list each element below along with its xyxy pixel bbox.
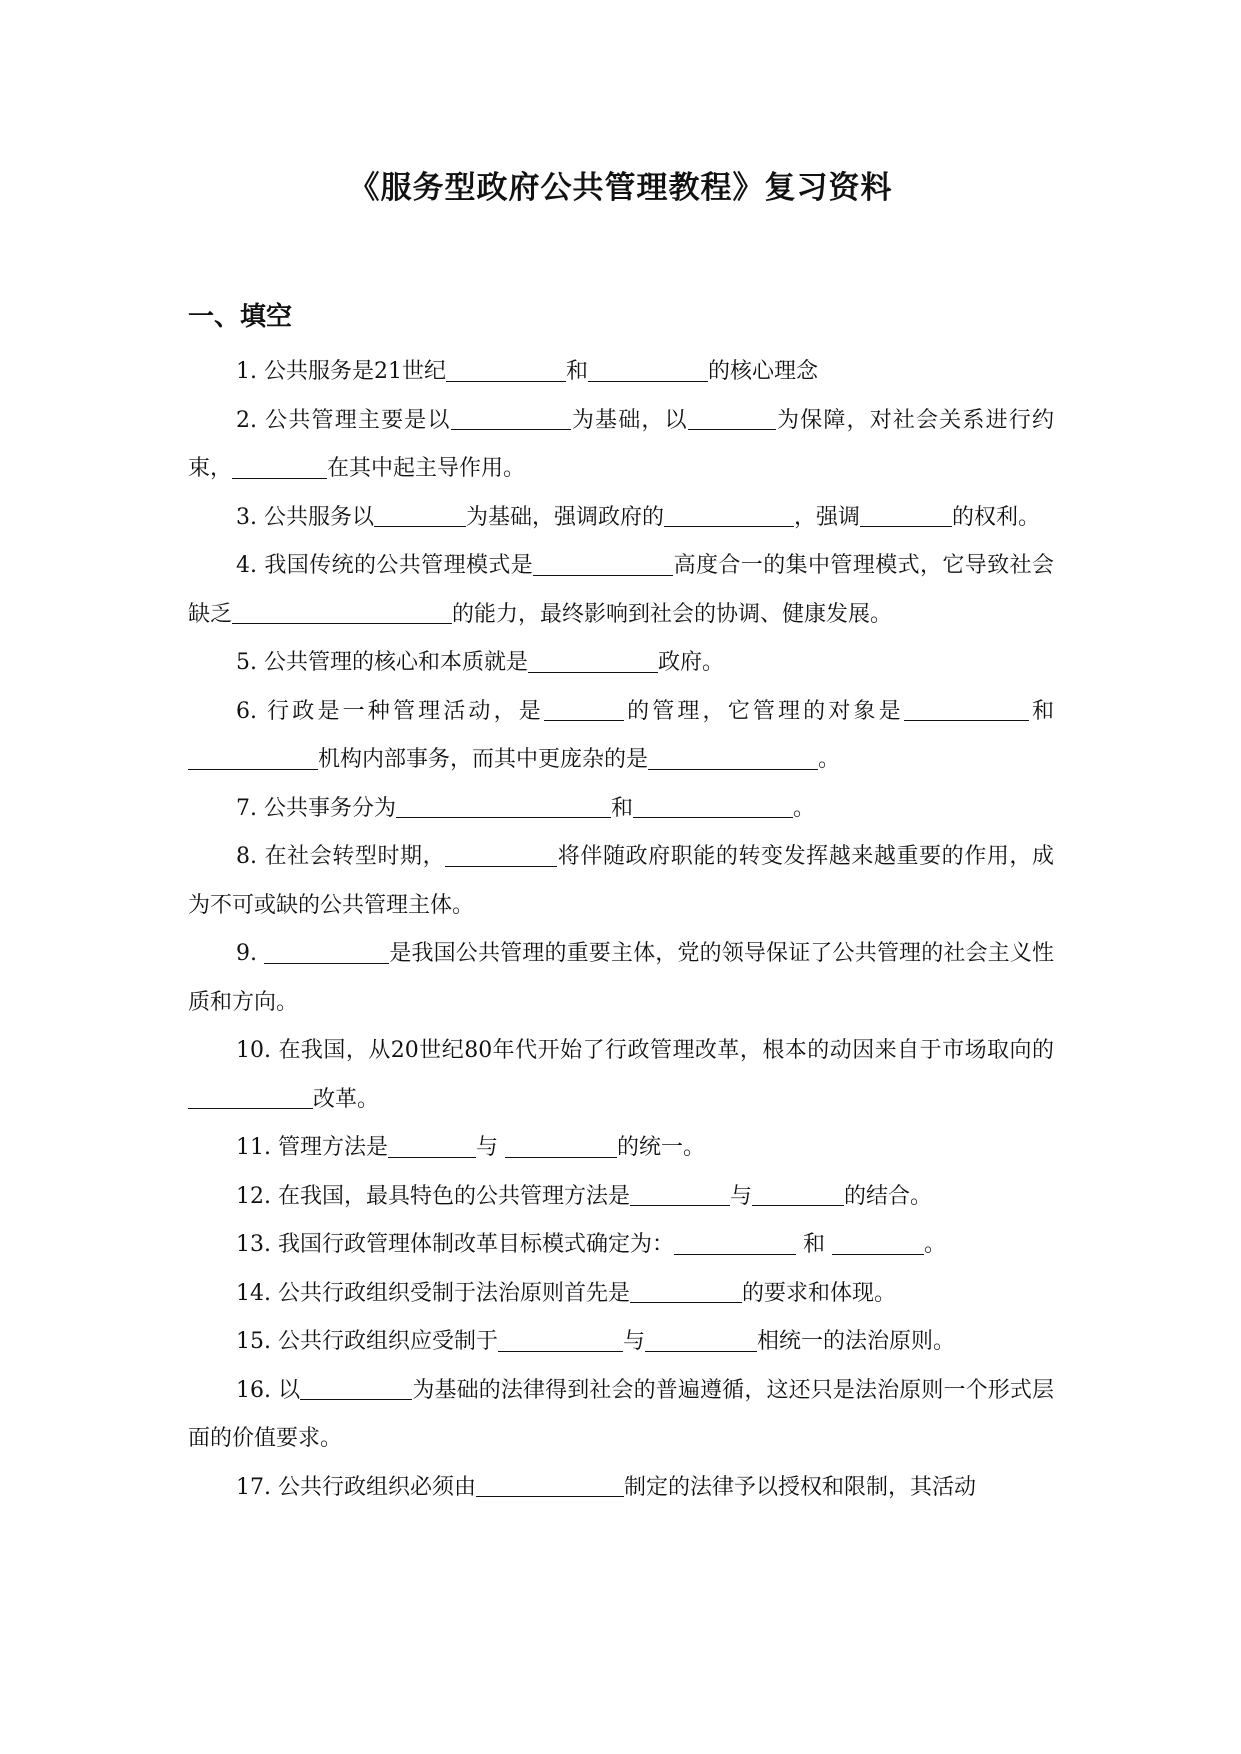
fill-blank bbox=[904, 698, 1029, 721]
question-text: 为基础的法律得到社会的普遍遵循，这还只是法治原则一个形式层面的价值要求。 bbox=[188, 1377, 1054, 1451]
question-text: 15. 公共行政组织应受制于 bbox=[236, 1329, 498, 1354]
fill-blank bbox=[533, 553, 673, 576]
question-text: 政府。 bbox=[657, 650, 724, 675]
question-text: 和 bbox=[610, 795, 633, 821]
question-text: 10. 在我国，从20世纪80年代开始了行政管理改革，根本的动因来自于市场取向的 bbox=[236, 1038, 1054, 1063]
fill-blank bbox=[544, 698, 624, 721]
fill-blank bbox=[396, 795, 611, 818]
fill-blank bbox=[832, 1232, 924, 1255]
question-text: 2. 公共管理主要是以 bbox=[236, 407, 451, 433]
question-text: 11. 管理方法是 bbox=[236, 1135, 388, 1160]
question-text: 将伴随政府职能的转变发挥越来越重要的作用，成为不可或缺的公共管理主体。 bbox=[188, 844, 1054, 918]
fill-blank bbox=[633, 795, 793, 818]
question-text: 在其中起主导作用。 bbox=[327, 456, 526, 481]
question-text: 12. 在我国，最具特色的公共管理方法是 bbox=[236, 1183, 630, 1209]
question-text: ，强调 bbox=[794, 504, 861, 530]
fill-blank bbox=[630, 1280, 742, 1303]
question-text: 4. 我国传统的公共管理模式是 bbox=[236, 553, 534, 578]
question-item bbox=[188, 639, 1054, 688]
fill-blank bbox=[588, 359, 708, 382]
fill-blank bbox=[232, 456, 327, 479]
question-item bbox=[188, 1173, 1054, 1222]
question-text: 1. 公共服务是21世纪 bbox=[236, 359, 446, 384]
question-item bbox=[188, 397, 1054, 494]
fill-blank bbox=[445, 844, 557, 867]
question-text: 与 bbox=[622, 1329, 645, 1354]
fill-blank bbox=[446, 359, 566, 382]
question-item bbox=[188, 785, 1054, 834]
fill-blank bbox=[688, 407, 776, 430]
question-text: 高度合一的集中管理模式，它导致社会缺乏 bbox=[188, 553, 1054, 627]
fill-blank bbox=[388, 1135, 476, 1158]
question-text: 的统一。 bbox=[616, 1135, 705, 1160]
question-text: 为基础，以 bbox=[570, 407, 688, 433]
question-text: 和 bbox=[1028, 698, 1054, 724]
question-text: 的结合。 bbox=[844, 1183, 933, 1209]
question-text: 3. 公共服务以 bbox=[236, 504, 374, 530]
question-text: 与 bbox=[729, 1183, 752, 1209]
question-text: 和 bbox=[565, 359, 588, 384]
question-text: 。 bbox=[793, 795, 816, 821]
question-text: 相统一的法治原则。 bbox=[757, 1329, 956, 1354]
question-text: 16. 以 bbox=[236, 1377, 301, 1403]
fill-blank bbox=[232, 601, 452, 624]
question-item bbox=[188, 1027, 1054, 1124]
question-text: 6. 行政是一种管理活动，是 bbox=[236, 698, 544, 724]
question-item bbox=[188, 930, 1054, 1027]
question-text: 制定的法律予以授权和限制，其活动 bbox=[623, 1474, 976, 1500]
question-text: 机构内部事务，而其中更庞杂的是 bbox=[318, 747, 649, 772]
fill-blank bbox=[664, 504, 794, 527]
question-text: 的能力，最终影响到社会的协调、健康发展。 bbox=[452, 601, 893, 627]
question-text: 为基础，强调政府的 bbox=[465, 504, 664, 530]
question-item bbox=[188, 1124, 1054, 1173]
fill-blank bbox=[476, 1474, 624, 1497]
fill-blank bbox=[505, 1135, 617, 1158]
question-item bbox=[188, 348, 1054, 397]
fill-blank bbox=[451, 407, 571, 430]
question-item bbox=[188, 1221, 1054, 1270]
question-item bbox=[188, 1270, 1054, 1319]
question-text: 为保障，对社会关系进行约束， bbox=[188, 407, 1054, 481]
question-text: 14. 公共行政组织受制于法治原则首先是 bbox=[236, 1280, 630, 1306]
question-item bbox=[188, 833, 1054, 930]
question-text: 和 bbox=[795, 1232, 832, 1257]
fill-blank bbox=[674, 1232, 796, 1255]
question-text: 8. 在社会转型时期， bbox=[236, 844, 446, 869]
question-item bbox=[188, 542, 1054, 639]
fill-blank bbox=[630, 1183, 730, 1206]
fill-blank bbox=[648, 747, 818, 770]
question-text: 9. bbox=[236, 941, 265, 966]
fill-blank bbox=[645, 1329, 757, 1352]
fill-blank bbox=[188, 747, 318, 770]
question-item bbox=[188, 688, 1054, 785]
question-text: 是我国公共管理的重要主体，党的领导保证了公共管理的社会主义性质和方向。 bbox=[188, 941, 1054, 1015]
question-item bbox=[188, 1367, 1054, 1464]
question-text: 。 bbox=[923, 1232, 946, 1257]
question-item bbox=[188, 1464, 1054, 1513]
question-list bbox=[188, 348, 1054, 1512]
question-item bbox=[188, 1318, 1054, 1367]
question-text: 改革。 bbox=[313, 1086, 380, 1112]
question-text: 的管理，它管理的对象是 bbox=[623, 698, 904, 724]
fill-blank bbox=[528, 650, 658, 673]
fill-blank bbox=[374, 504, 466, 527]
fill-blank bbox=[264, 941, 389, 964]
question-text: 的要求和体现。 bbox=[741, 1280, 896, 1306]
question-text: 7. 公共事务分为 bbox=[236, 795, 396, 821]
fill-blank bbox=[860, 504, 952, 527]
question-text: 13. 我国行政管理体制改革目标模式确定为： bbox=[236, 1232, 674, 1257]
question-text: 的权利。 bbox=[952, 504, 1041, 530]
question-item bbox=[188, 494, 1054, 543]
document-title: 《服务型政府公共管理教程》复习资料 bbox=[348, 170, 893, 206]
fill-blank bbox=[498, 1329, 623, 1352]
question-text: 。 bbox=[818, 747, 841, 772]
fill-blank bbox=[752, 1183, 844, 1206]
fill-blank bbox=[300, 1377, 412, 1400]
question-text: 5. 公共管理的核心和本质就是 bbox=[236, 650, 528, 675]
fill-blank bbox=[188, 1086, 313, 1109]
question-text: 与 bbox=[475, 1135, 505, 1160]
question-text: 17. 公共行政组织必须由 bbox=[236, 1474, 476, 1500]
section-heading: 一、填空 bbox=[188, 302, 293, 332]
question-text: 的核心理念 bbox=[708, 359, 819, 384]
